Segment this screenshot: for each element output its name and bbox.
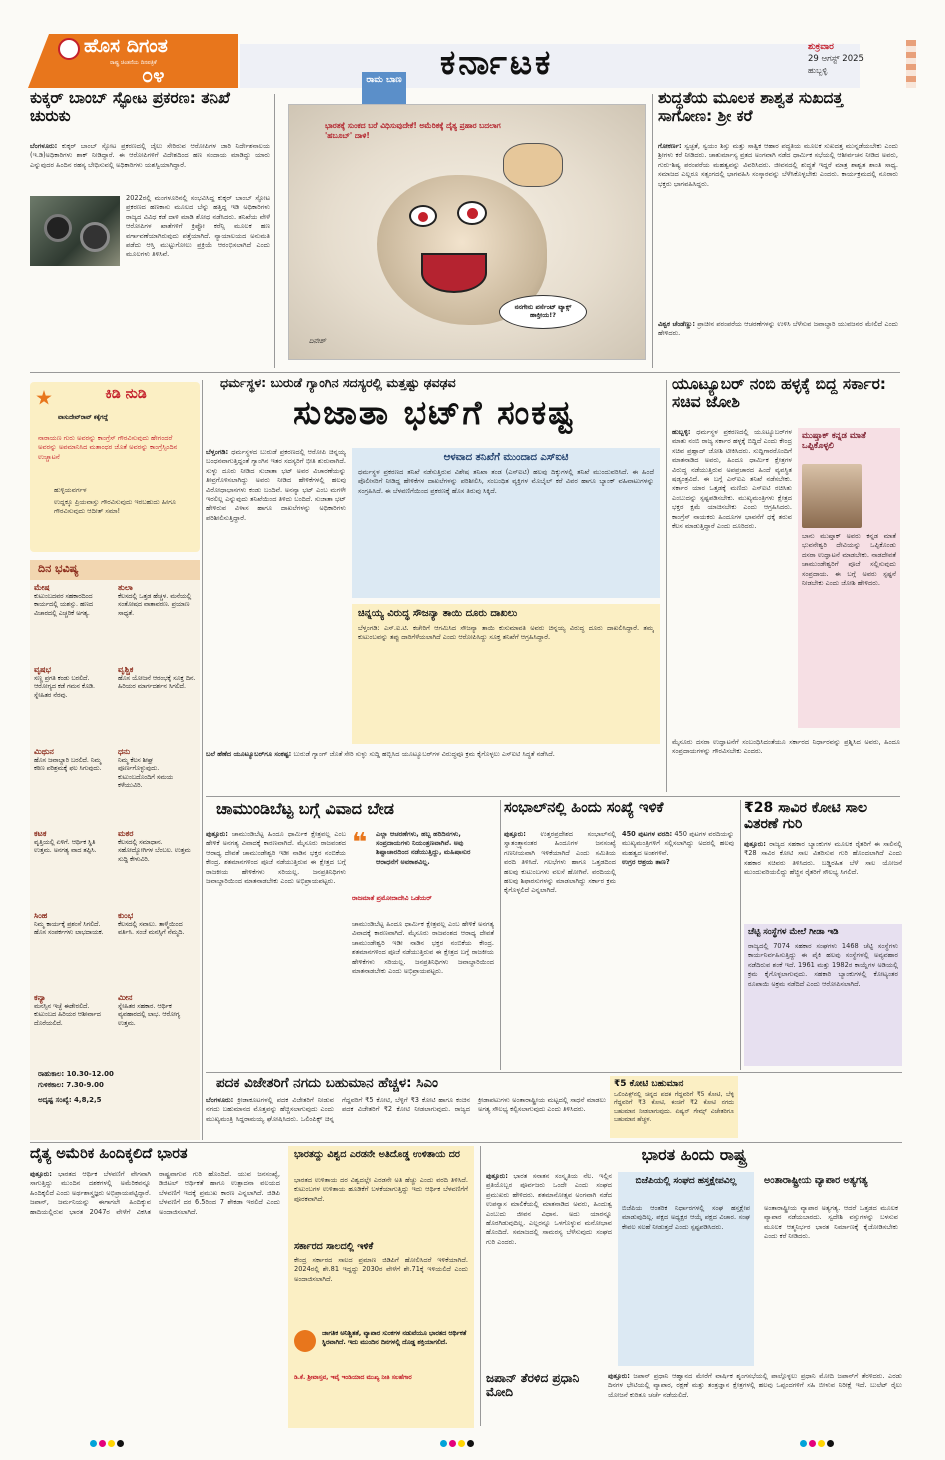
headline: ಜಪಾನ್ ತೆರಳಿದ ಪ್ರಧಾನಿ ಮೋದಿ [486,1372,580,1399]
box-bjp-title: ಬಿಜೆಪಿಯಲ್ಲಿ ಸಂಘದ ಹಸ್ತಕ್ಷೇಪವಿಲ್ಲ [635,1176,737,1186]
box-mushtaq-title: ಮುಷ್ತಾಕ್ ಕನ್ನಡ ಮಾತೆ ಒಪ್ಪಿಕೊಳ್ಳಲಿ [802,431,866,451]
horoscope-sign-name: ಸಿಂಹ [34,912,48,920]
story-shuddhate [658,90,898,370]
body2: 2022ರಲ್ಲಿ ಮಂಗಳೂರಿನಲ್ಲಿ ಸಂಭವಿಸಿದ್ದ ಕುಕ್ಕರ್ ಬಾಂಬ್ ಸ್ಫೋಟ ಪ್ರಕರಣದ ಹಣಕಾಸು ಮೂಲದ ಬೆನ್ನು ಹತ್ತಿದ್ದ ಇಡಿ ಅಧಿಕಾರಿಗಳು ರಾಜ್ಯದ ವಿವಿಧ ಕಡೆ ದಾಳಿ ಮಾಡಿ ಶೋಧ ನಡೆಸಿದರು. ತನಿಖೆಯ ವೇಳೆ ಆರೋಪಿಗಳ ಖಾತೆಗಳಿಗೆ ಕ್ರಿಪ್ಟೋ ಕರೆನ್ಸಿ ಮೂಲಕ ಹಣ ವರ್ಗಾವಣೆಯಾಗಿರುವುದು ಪತ್ತೆಯಾಗಿದೆ. ನ್ಯಾಯಾಲಯದ ಅನುಮತಿ ಪಡೆದು ಆಸ್ತಿ ಮುಟ್ಟುಗೋಲು ಪ್ರಕ್ರಿಯೆ ಆರಂಭಿಸಲಾಗಿದೆ ಎಂದು ಮೂಲಗಳು ತಿಳಿಸಿವೆ. [126,194,270,259]
box-5crore [610,1076,738,1138]
dateline: ಬೆಂಗಳೂರು: [206,1096,234,1104]
horoscope-grid [30,580,200,1070]
horoscope-sign-text: ಸ್ನೇಹಿತರ ಸಹಕಾರ. ಆರ್ಥಿಕ ವ್ಯವಹಾರದಲ್ಲಿ ಲಾಭ. ಆರೋಗ್ಯ ಉತ್ತಮ. [118,1002,181,1027]
horoscope-sign-name: ತುಲಾ [118,584,133,592]
kidi-nudi-bullet-2: ಉದ್ದಕ್ಕೂ ಪ್ರಿಯವಾಸ್ತು ಗೌರವಿಸುವುದು ಇರಬಹುದು ಹೀಗೂ ಗೌರವಿಸುವುದು ಆದೀತ್ ಸಮಾ! [54,498,177,516]
horoscope-sign-text: ಸಣ್ಣ ಪ್ರಗತಿ ಕಂಡು ಬರಲಿದೆ. ಆರೋಗ್ಯದ ಕಡೆ ಗಮನ ಕೊಡಿ. ಸ್ನೇಹಿತರ ನೆರವು. [34,674,95,699]
story-cooker [30,90,270,370]
box-chetty-body: ರಾಜ್ಯದಲ್ಲಿ 7074 ಸಹಕಾರ ಸಂಘಗಳು 1468 ಚೆಟ್ಟಿ ಸಂಸ್ಥೆಗಳು ಕಾರ್ಯನಿರ್ವಹಿಸುತ್ತಿದ್ದು ಈ ಪೈಕಿ ಹಲವು ಸಂಸ್ಥೆಗಳಲ್ಲಿ ಅವ್ಯವಹಾರ ನಡೆದಿರುವ ಶಂಕೆ ಇದೆ. 1961 ಮತ್ತು 1982ರ ಕಾಯ್ದೆಗಳ ಅಡಿಯಲ್ಲಿ ಕ್ರಮ ಕೈಗೊಳ್ಳಲಾಗುವುದು. ಸಹಕಾರಿ ಬ್ಯಾಂಕುಗಳಲ್ಲಿ ಕೋಟ್ಯಂತರ ರೂಪಾಯಿ ಅಕ್ರಮ ನಡೆದಿದೆ ಎಂದು ಆರೋಪಿಸಲಾಗಿದೆ. [748,942,898,988]
logo-text: ಹೊಸ ದಿಗಂತ [84,36,168,57]
kidi-nudi-author: ವಾಸುದೇವ್‌ರಾವ್ ಕಕ್ಕೆಗದ್ದೆ [58,414,108,421]
horoscope-sign [118,830,196,910]
box-chinnayya-title: ಚಿನ್ನಯ್ಯ ವಿರುದ್ಧ ಸೌಜನ್ಯಾ ತಾಯಿ ದೂರು ದಾಖಲು [358,608,518,619]
story-chamundi [206,800,496,1070]
headline: ಸಂಭಾಲ್‌ನಲ್ಲಿ ಹಿಂದು ಸಂಖ್ಯೆ ಇಳಿಕೆ [504,800,664,816]
cooker-photo [30,196,120,266]
horoscope-sign-text: ಹೊಸ ಜವಾಬ್ದಾರಿ ಬರಲಿದೆ. ನಿಮ್ಮ ಕಠಿಣ ಪರಿಶ್ರಮಕ್ಕೆ ಫಲ ಸಿಗುವುದು. [34,756,102,773]
lucky-number: ಅದೃಷ್ಟ ಸಂಖ್ಯೆ: 4,8,2,5 [38,1096,102,1104]
horoscope-sign-text: ಕೆಲಸದಲ್ಲಿ ಸವಾಲು. ತಾಳ್ಮೆಯಿಂದ ವರ್ತಿಸಿ. ಸಂಜೆ ಮನಸ್ಸಿಗೆ ನೆಮ್ಮದಿ. [118,920,185,937]
dateline: ಪುತ್ತೂರು: [206,830,228,838]
cartoon-caption: ಭಾರತಕ್ಕೆ ಸುಂಕದ ಬರೆ ವಿಧಿಸುವುದೇಕೆ! ಅಮೆರಿಕಕ್ಕೆ ದೈತ್ಯ ಪ್ರಹಾರ ಬದಲಾಗ 'ಹಬೂಬ್' ದಾಳಿ! [325,121,501,140]
section-title: ಕರ್ನಾಟಕ [440,44,554,83]
side-stripe [906,40,916,88]
horoscope-title: ದಿನ ಭವಿಷ್ಯ [30,560,200,580]
body: ಚಾಮುಂಡಿಬೆಟ್ಟ ಹಿಂದೂ ಧಾರ್ಮಿಕ ಕ್ಷೇತ್ರವಲ್ಲ ಎಂಬ ಹೇಳಿಕೆ ಅನಗತ್ಯ ವಿವಾದಕ್ಕೆ ಕಾರಣವಾಗಿದೆ. ಮೈಸೂರು ರಾಜವಂಶದ ಆರಾಧ್ಯ ದೇವತೆ ಚಾಮುಂಡೇಶ್ವರಿ ಇಡೀ ನಾಡಿನ ಭಕ್ತರ ನಂಬಿಕೆಯ ಕೇಂದ್ರ. ಶತಮಾನಗಳಿಂದ ಪೂಜೆ ನಡೆಯುತ್ತಿರುವ ಈ ಕ್ಷೇತ್ರದ ಬಗ್ಗೆ ರಾಜಕೀಯ ಹೇಳಿಕೆಗಳು ಸರಿಯಲ್ಲ. ಜನಪ್ರತಿನಿಧಿಗಳು ಜವಾಬ್ದಾರಿಯಿಂದ ಮಾತನಾಡಬೇಕು ಎಂದು ಅಭಿಪ್ರಾಯಪಟ್ಟರು. [206,830,346,886]
body2: ಬುರುಡೆ ಗ್ಯಾಂಗ್ ಜೊತೆ ಸೇರಿ ಸುಳ್ಳು ಸುದ್ದಿ ಹಬ್ಬಿಸಿದ ಯೂಟ್ಯೂಬರ್‌ಗಳ ವಿರುದ್ಧವೂ ಕ್ರಮ ಕೈಗೊಳ್ಳಲು ಎಸ್ಐಟಿ ಸಿದ್ಧತೆ ನಡೆಸಿದೆ. [293,750,555,758]
editorial-cartoon [288,104,646,360]
horoscope-sign-text: ಕುಟುಂಬದವರ ಸಹಕಾರದಿಂದ ಕಾರ್ಯದಲ್ಲಿ ಯಶಸ್ಸು. ಹಣದ ವಿಚಾರದಲ್ಲಿ ಎಚ್ಚರಿಕೆ ಅಗತ್ಯ. [34,592,93,617]
box-mushtaq [798,428,900,728]
subhead: 450 ಪುಟಗಳ ವರದಿ: [622,830,673,838]
quote-text: ಎಲ್ಲಾ ಆಚರಣೆಗಳು, ಹಬ್ಬ ಹರಿದಿನಗಳು, ಸಂಪ್ರದಾಯಗಳು ನಿಯಂತ್ರಣವಾಗಿವೆ. ಅವು ಶಿಷ್ಟಾಚಾರದಿಂದ ನಡೆಯುತ್ತಿದ್ದು, ಮಹಿಷಾಸುರ ಆರಾಧನೆಗೆ ಅವಕಾಶವಿಲ್ಲ. [376,830,471,866]
horoscope-sign-name: ಮಿಥುನ [34,748,54,756]
headline: ಸುಜಾತಾ ಭಟ್‌ಗೆ ಸಂಕಷ್ಟ [293,393,575,432]
story-youtuber [672,376,902,794]
story-sambhal [504,800,736,1070]
box-growth-body: ಭಾರತದ ಉಳಿತಾಯ ದರ ವಿಶ್ವದಲ್ಲೇ ಎರಡನೇ ಅತಿ ಹೆಚ್ಚು ಎಂದು ವರದಿ ತಿಳಿಸಿದೆ. ಕುಟುಂಬಗಳ ಉಳಿತಾಯ ಹೂಡಿಕೆಗೆ ಬಳಕೆಯಾಗುತ್ತಿದ್ದು ಇದು ಆರ್ಥಿಕ ಬೆಳವಣಿಗೆಗೆ ಪೂರಕವಾಗಿದೆ. [294,1176,468,1203]
dateline: ಬೆಳ್ತಂಗಡಿ: [206,448,229,456]
quote-by: ರಾಜಮಾತೆ ಪ್ರಮೋದಾದೇವಿ ಒಡೆಯರ್ [352,894,432,902]
box-bjp-body: ಬಿಜೆಪಿಯ ಆಂತರಿಕ ನಿರ್ಧಾರಗಳಲ್ಲಿ ಸಂಘ ಹಸ್ತಕ್ಷೇಪ ಮಾಡುವುದಿಲ್ಲ. ಪಕ್ಷದ ಅಧ್ಯಕ್ಷರ ಆಯ್ಕೆ ಪಕ್ಷದ ವಿಚಾರ. ಸಂಘ ಕೇವಲ ಸಲಹೆ ನೀಡುತ್ತದೆ ಎಂದು ಸ್ಪಷ್ಟಪಡಿಸಿದರು. [622,1204,750,1231]
horoscope-sign-name: ವೃಶ್ಚಿಕ [118,666,134,674]
dateline: ಪುತ್ತೂರು: [486,1172,508,1180]
body: ಉತ್ತರಪ್ರದೇಶದ ಸಂಭಾಲ್‌ನಲ್ಲಿ ಸ್ವಾತಂತ್ರ್ಯಾನಂತರ ಹಿಂದೂಗಳ ಜನಸಂಖ್ಯೆ ಗಣನೀಯವಾಗಿ ಇಳಿಕೆಯಾಗಿದೆ ಎಂದು ಸಮಿತಿಯ ವರದಿ ತಿಳಿಸಿದೆ. ಗಲಭೆಗಳು ಹಾಗೂ ಒತ್ತಡದಿಂದ ಹಲವು ಕುಟುಂಬಗಳು ವಲಸೆ ಹೋಗಿವೆ. ವರದಿಯಲ್ಲಿ ಹಲವು ಶಿಫಾರಸುಗಳನ್ನು ಮಾಡಲಾಗಿದ್ದು ಸರ್ಕಾರ ಕ್ರಮ ಕೈಗೊಳ್ಳಲಿದೆ ಎನ್ನಲಾಗಿದೆ. [504,830,616,895]
horoscope-sign [118,584,196,664]
box-growth-title: ಭಾರತದ್ದು ವಿಶ್ವದ ಎರಡನೇ ಅತಿದೊಡ್ಡ ಉಳಿತಾಯ ದರ [294,1149,460,1160]
horoscope-sign [34,912,112,992]
horoscope-sign-name: ಕುಂಭ [118,912,134,920]
horoscope-sign-name: ಕಟಕ [34,830,47,838]
page-number: ೦೪ [142,64,165,87]
box-trade [760,1172,902,1366]
horoscope-sign-text: ಕೆಲಸದಲ್ಲಿ ಸಮಾಧಾನ. ಸಹೋದ್ಯೋಗಿಗಳ ಬೆಂಬಲ. ಉತ್ತಮ ಸುದ್ದಿ ಕೇಳುವಿರಿ. [118,838,191,863]
box-chinnayya [352,604,660,744]
story-dharmasthala [206,376,662,794]
dateline: ಪುತ್ತೂರು: [744,840,766,848]
horoscope-sign-name: ಮಕರ [118,830,134,838]
box-sit [352,448,660,598]
dateline: ಹುಬ್ಬಳ್ಳಿ: [672,428,691,436]
body: ಭಾರತದ ಆರ್ಥಿಕ ಬೆಳವಣಿಗೆ ವೇಗವಾಗಿ ಸಾಗುತ್ತಿದ್ದು ಮುಂದಿನ ದಶಕಗಳಲ್ಲಿ ಅಮೆರಿಕವನ್ನೂ ಹಿಂದಿಕ್ಕಲಿದೆ ಎಂದು ಅರ್ಥಶಾಸ್ತ್ರಜ್ಞರು ಅಭಿಪ್ರಾಯಪಟ್ಟಿದ್ದಾರೆ. ಜಪಾನ್, ಜರ್ಮನಿಯನ್ನು ಈಗಾಗಲೇ ಹಿಂದಿಕ್ಕುವ ಹಾದಿಯಲ್ಲಿರುವ ಭಾರತ 2047ರ ವೇಳೆಗೆ ವಿಕಸಿತ ರಾಷ್ಟ್ರವಾಗುವ ಗುರಿ ಹೊಂದಿದೆ. ಯುವ ಜನಸಂಖ್ಯೆ, ಡಿಜಿಟಲ್ ಆರ್ಥಿಕತೆ ಹಾಗೂ ಉತ್ಪಾದನಾ ವಲಯದ ಬೆಳವಣಿಗೆ ಇದಕ್ಕೆ ಪ್ರಮುಖ ಕಾರಣ ಎನ್ನಲಾಗಿದೆ. ಜಿಡಿಪಿ ಬೆಳವಣಿಗೆ ದರ 6.5ರಿಂದ 7 ಶೇಕಡಾ ಇರಲಿದೆ ಎಂದು ಅಂದಾಜಿಸಲಾಗಿದೆ. [30,1170,280,1216]
horoscope-sign-text: ವೃತ್ತಿಯಲ್ಲಿ ಏಳಿಗೆ. ಆರ್ಥಿಕ ಸ್ಥಿತಿ ಉತ್ತಮ. ಅನಗತ್ಯ ವಾದ ತಪ್ಪಿಸಿ. [34,838,97,855]
story-hindurashtra [486,1146,902,1368]
box-trade-title: ಅಂತಾರಾಷ್ಟ್ರೀಯ ವ್ಯಾಪಾರ ಅತ್ಯಗತ್ಯ [764,1175,868,1186]
headline: ಚಾಮುಂಡಿಬೆಟ್ಟ ಬಗ್ಗೆ ವಿವಾದ ಬೇಡ [216,800,394,818]
horoscope-sign-name: ಮೀನ [118,994,133,1002]
box-growth [288,1146,474,1428]
horoscope-sign-text: ಹೊಸ ಯೋಜನೆ ಆರಂಭಕ್ಕೆ ಸೂಕ್ತ ದಿನ. ಹಿರಿಯರ ಮಾರ್ಗದರ್ಶನ ಸಿಗಲಿದೆ. [118,674,196,691]
horoscope-sign-name: ಧನು [118,748,131,756]
horoscope-sign [34,748,112,828]
speech-bubble: ನನಗೇನು ಪರ್ಸೆಂಟ್ ಟ್ಯಾಕ್ಸ್ ಹಾಕ್ತೀಯ!? [499,295,587,329]
headline: ಪದಕ ವಿಜೇತರಿಗೆ ನಗದು ಬಹುಮಾನ ಹೆಚ್ಚಳ: ಸಿಎಂ [216,1076,439,1091]
box-chetty [744,924,902,1066]
box-chinnayya-body: ಬೆಳ್ತಂಗಡಿ: ಎಸ್.ಐ.ಟಿ. ಕಚೇರಿಗೆ ಆಗಮಿಸಿದ ಸೌಜನ್ಯಾ ತಾಯಿ ಕುಸುಮಾವತಿ ಅವರು ಚಿನ್ನಯ್ಯ ವಿರುದ್ಧ ದೂರು ದಾಖಲಿಸಿದ್ದಾರೆ. ತಮ್ಮ ಕುಟುಂಬವನ್ನು ತಪ್ಪು ದಾರಿಗೆಳೆಯಲಾಗಿದೆ ಎಂದು ಆರೋಪಿಸಿದ್ದು ಸೂಕ್ತ ತನಿಖೆಗೆ ಆಗ್ರಹಿಸಿದ್ದಾರೆ. [358,624,654,642]
headline: ಭಾರತ ಹಿಂದು ರಾಷ್ಟ್ರ [641,1146,747,1164]
story-padaka [206,1076,606,1138]
headline: ಯೂಟ್ಯೂಬರ್ ನಂಬಿ ಹಳ್ಳಕ್ಕೆ ಬಿದ್ದ ಸರ್ಕಾರ: ಸಚಿವ ಜೋಶಿ [672,376,886,411]
figure-icon [503,143,563,187]
horoscope-sign [34,830,112,910]
quote-icon [294,1330,316,1352]
registration-marks-center [440,1440,500,1450]
box-trade-body: ಅಂತಾರಾಷ್ಟ್ರೀಯ ವ್ಯಾಪಾರ ಅತ್ಯಗತ್ಯ. ಆದರೆ ಒತ್ತಡದ ಮೂಲಕ ವ್ಯಾಪಾರ ನಡೆಯಬಾರದು. ಸ್ವದೇಶಿ ವಸ್ತುಗಳನ್ನು ಬಳಸುವ ಮೂಲಕ ಆತ್ಮನಿರ್ಭರ ಭಾರತ ನಿರ್ಮಾಣಕ್ಕೆ ಕೈಜೋಡಿಸಬೇಕು ಎಂದು ಕರೆ ನೀಡಿದರು. [764,1204,898,1241]
box-sit-title: ಆಳವಾದ ತನಿಖೆಗೆ ಮುಂದಾದ ಎಸ್ಐಟಿ [443,452,569,463]
headline: ₹28 ಸಾವಿರ ಕೋಟಿ ಸಾಲ ವಿತರಣೆ ಗುರಿ [744,800,868,833]
logo-tagline: ರಾಷ್ಟ್ರ ಚಿಂತನೆಯ ದಿನಪತ್ರಿಕೆ [110,60,157,66]
horoscope-sign [118,994,196,1070]
monster-mouth [421,253,487,293]
headline: ಶುದ್ಧತೆಯ ಮೂಲಕ ಶಾಶ್ವತ ಸುಖದತ್ತ ಸಾಗೋಣ: ಶ್ರೀ ಕರೆ [658,90,843,125]
body: ಜಪಾನ್ ಪ್ರಧಾನಿ ಆಹ್ವಾನದ ಮೇರೆಗೆ ವಾರ್ಷಿಕ ಶೃಂಗಸಭೆಯಲ್ಲಿ ಪಾಲ್ಗೊಳ್ಳಲು ಪ್ರಧಾನಿ ಮೋದಿ ಜಪಾನ್‌ಗೆ ತೆರಳಿದರು. ಎರಡು ದಿನಗಳ ಭೇಟಿಯಲ್ಲಿ ವ್ಯಾಪಾರ, ರಕ್ಷಣೆ ಮತ್ತು ತಂತ್ರಜ್ಞಾನ ಕ್ಷೇತ್ರಗಳಲ್ಲಿ ಹಲವು ಒಪ್ಪಂದಗಳಿಗೆ ಸಹಿ ಬೀಳುವ ನಿರೀಕ್ಷೆ ಇದೆ. ಬುಲೆಟ್ ರೈಲು ಯೋಜನೆ ಕುರಿತೂ ಚರ್ಚೆ ನಡೆಯಲಿದೆ. [608,1372,902,1399]
body: ಧರ್ಮಸ್ಥಳ ಪ್ರಕರಣದಲ್ಲಿ ಯೂಟ್ಯೂಬರ್‌ಗಳ ಮಾತು ನಂಬಿ ರಾಜ್ಯ ಸರ್ಕಾರ ಹಳ್ಳಕ್ಕೆ ಬಿದ್ದಿದೆ ಎಂದು ಕೇಂದ್ರ ಸಚಿವ ಪ್ರಹ್ಲಾದ್ ಜೋಶಿ ಟೀಕಿಸಿದರು. ಸುದ್ದಿಗಾರರೊಂದಿಗೆ ಮಾತನಾಡಿದ ಅವರು, ಹಿಂದೂ ಧಾರ್ಮಿಕ ಕ್ಷೇತ್ರಗಳ ವಿರುದ್ಧ ನಡೆಯುತ್ತಿರುವ ಅಪಪ್ರಚಾರದ ಹಿಂದೆ ವ್ಯವಸ್ಥಿತ ಷಡ್ಯಂತ್ರವಿದೆ. ಈ ಬಗ್ಗೆ ಎನ್ಐಎ ತನಿಖೆ ನಡೆಸಬೇಕು. ಸರ್ಕಾರ ಯಾರ ಒತ್ತಡಕ್ಕೆ ಮಣಿದು ಎಸ್ಐಟಿ ರಚಿಸಿತು ಎಂಬುದನ್ನು ಸ್ಪಷ್ಟಪಡಿಸಬೇಕು. ಮುಖ್ಯಮಂತ್ರಿಗಳು ಕ್ಷೇತ್ರದ ಭಕ್ತರ ಕ್ಷಮೆ ಯಾಚಿಸಬೇಕು ಎಂದು ಆಗ್ರಹಿಸಿದರು. ಕಾಂಗ್ರೆಸ್ ನಾಯಕರು ಹಿಂದೂಗಳ ಭಾವನೆಗೆ ಧಕ್ಕೆ ತರುವ ಕೆಲಸ ಮಾಡುತ್ತಿದ್ದಾರೆ ಎಂದು ದೂರಿದರು. [672,428,792,531]
issue-day: ಶುಕ್ರವಾರ [808,42,834,52]
subhead: ಬಲೆ ಹೆಣೆದ ಯೂಟ್ಯೂಬರ್‌ಗೂ ಸಂಕಷ್ಟ: [206,750,292,758]
box-mushtaq-body: ಬಾನು ಮುಷ್ತಾಕ್ ಅವರು ಕನ್ನಡ ಮಾತೆ ಭುವನೇಶ್ವರಿ ದೇವಿಯನ್ನು ಒಪ್ಪಿಕೊಂಡು ದಸರಾ ಉದ್ಘಾಟನೆ ಮಾಡಬೇಕು. ನಾಡದೇವತೆ ಚಾಮುಂಡೇಶ್ವರಿಗೆ ಪೂಜೆ ಸಲ್ಲಿಸುವುದು ಸಂಪ್ರದಾಯ. ಈ ಬಗ್ಗೆ ಅವರು ಸ್ಪಷ್ಟನೆ ನೀಡಬೇಕು ಎಂದು ಜೋಶಿ ಹೇಳಿದರು. [802,532,896,588]
box-5crore-body: ಒಲಿಂಪಿಕ್ಸ್‌ನಲ್ಲಿ ಚಿನ್ನದ ಪದಕ ಗೆದ್ದವರಿಗೆ ₹5 ಕೋಟಿ, ಬೆಳ್ಳಿ ಗೆದ್ದವರಿಗೆ ₹3 ಕೋಟಿ, ಕಂಚಿಗೆ ₹2 ಕೋಟಿ ನಗದು ಬಹುಮಾನ ನೀಡಲಾಗುವುದು. ಏಷ್ಯನ್ ಗೇಮ್ಸ್ ವಿಜೇತರಿಗೂ ಬಹುಮಾನ ಹೆಚ್ಚಳ. [614,1091,734,1124]
box-5crore-title: ₹5 ಕೋಟಿ ಬಹುಮಾನ [614,1079,684,1089]
horoscope-sign-name: ಕನ್ಯಾ [34,994,46,1002]
dateline: ಬೆಂಗಳೂರು: [30,142,58,150]
dateline: ಪುತ್ತೂರು: [30,1170,52,1178]
horoscope-sign [118,912,196,992]
box-sit-body: ಧರ್ಮಸ್ಥಳ ಪ್ರಕರಣದ ತನಿಖೆ ನಡೆಸುತ್ತಿರುವ ವಿಶೇಷ ತನಿಖಾ ತಂಡ (ಎಸ್ಐಟಿ) ಹಲವು ದಿಕ್ಕುಗಳಲ್ಲಿ ತನಿಖೆ ಮುಂದುವರಿಸಿದೆ. ಈ ಹಿಂದೆ ಪೊಲೀಸರಿಗೆ ನೀಡಿದ್ದ ಹೇಳಿಕೆಗಳ ದಾಖಲೆಗಳನ್ನು ಪರಿಶೀಲಿಸಿ, ಸಂಬಂಧಿತ ವ್ಯಕ್ತಿಗಳ ಮೊಬೈಲ್ ಕರೆ ವಿವರ ಹಾಗೂ ಬ್ಯಾಂಕ್ ವಹಿವಾಟುಗಳನ್ನು ಸಂಗ್ರಹಿಸಿದೆ. ಈ ಬೆಳವಣಿಗೆಯಿಂದ ಪ್ರಕರಣಕ್ಕೆ ಹೊಸ ತಿರುವು ಸಿಕ್ಕಿದೆ. [358,468,654,495]
horoscope-sign-text: ಮನಸ್ಸಿನ ಇಚ್ಛೆ ಈಡೇರಲಿದೆ. ಕುಟುಂಬದ ಹಿರಿಯರ ಆಶೀರ್ವಾದ ದೊರೆಯಲಿದೆ. [34,1002,101,1027]
dateline: ಪುತ್ತೂರು: [608,1372,630,1380]
quote-box [352,830,494,914]
horoscope-sign-text: ಕೆಲಸದಲ್ಲಿ ಒತ್ತಡ ಹೆಚ್ಚಳ. ಮನೆಯಲ್ಲಿ ಸಂತೋಷದ ವಾತಾವರಣ. ಪ್ರಯಾಣ ಸಾಧ್ಯತೆ. [118,592,192,617]
body2: 450 ಪುಟಗಳ ವರದಿಯನ್ನು ಮುಖ್ಯಮಂತ್ರಿಗಳಿಗೆ ಸಲ್ಲಿಸಲಾಗಿದ್ದು ಅದರಲ್ಲಿ ಹಲವು ಮಹತ್ವದ ಅಂಶಗಳಿವೆ. [622,830,734,857]
horoscope-sign-text: ನಿಮ್ಮ ಕೆಲಸ ಶೀಘ್ರ ಪೂರ್ಣಗೊಳ್ಳುವುದು. ಕುಟುಂಬದೊಂದಿಗೆ ಸಮಯ ಕಳೆಯುವಿರಿ. [118,756,173,790]
kidi-nudi-bullet-1: ಹುಳ್ಳಿಯವರ್ಗಳ [54,486,87,494]
body: ಧರ್ಮಸ್ಥಳದ ಬುರುಡೆ ಪ್ರಕರಣದಲ್ಲಿ ಆರೋಪಿ ಚಿನ್ನಯ್ಯ ಬಂಧನವಾಗುತ್ತಿದ್ದಂತೆ ಗ್ಯಾಂಗಿನ ಇತರ ಸದಸ್ಯರಿಗೆ ಭೀತಿ ಶುರುವಾಗಿದೆ. ಸುಳ್ಳು ದೂರು ನೀಡಿದ ಸುಜಾತಾ ಭಟ್ ಅವರ ವಿಚಾರಣೆಯನ್ನು ತೀವ್ರಗೊಳಿಸಲಾಗಿದ್ದು ಅವರು ನೀಡಿದ ಹೇಳಿಕೆಗಳಲ್ಲಿ ಹಲವು ವಿರೋಧಾಭಾಸಗಳು ಕಂಡು ಬಂದಿವೆ. ಅನನ್ಯಾ ಭಟ್ ಎಂಬ ಮಗಳೇ ಇರಲಿಲ್ಲ ಎನ್ನುವುದು ತನಿಖೆಯಿಂದ ತಿಳಿದು ಬಂದಿದೆ. ಸುಜಾತಾ ಭಟ್ ಹೇಳಿರುವ ವಿಳಾಸ ಹಾಗೂ ದಾಖಲೆಗಳನ್ನು ಅಧಿಕಾರಿಗಳು ಪರಿಶೀಲಿಸುತ್ತಿದ್ದಾರೆ. [206,448,346,522]
logo-icon [58,38,80,60]
kidi-nudi-title: ಕಿಡಿ ನುಡಿ [105,386,147,402]
body: ಸ್ವಚ್ಛತೆ, ಸ್ವಯಂ ಶಿಸ್ತು ಮತ್ತು ಸಾತ್ವಿಕ ಆಹಾರ ಪದ್ಧತಿಯ ಮೂಲಕ ಸುಖದತ್ತ ಮುನ್ನಡೆಯಬೇಕು ಎಂದು ಶ್ರೀಗಳು ಕರೆ ನೀಡಿದರು. ಚಾತುರ್ಮಾಸ್ಯ ವ್ರತದ ಅಂಗವಾಗಿ ನಡೆದ ಧಾರ್ಮಿಕ ಸಭೆಯಲ್ಲಿ ಆಶೀರ್ವಚನ ನೀಡಿದ ಅವರು, ಗುರು-ಶಿಷ್ಯ ಪರಂಪರೆಯ ಮಹತ್ವವನ್ನು ವಿವರಿಸಿದರು. ಜೀವನದಲ್ಲಿ ಶುದ್ಧತೆ ಇದ್ದರೆ ಮಾತ್ರ ಶಾಶ್ವತ ಶಾಂತಿ ಸಾಧ್ಯ. ಸಮಾಜದ ಎಲ್ಲರೂ ಸತ್ಸಂಗದಲ್ಲಿ ಭಾಗವಹಿಸಿ ಸಂಸ್ಕಾರವನ್ನು ಬೆಳೆಸಿಕೊಳ್ಳಬೇಕು ಎಂದರು. ಕಾರ್ಯಕ್ರಮದಲ್ಲಿ ನೂರಾರು ಭಕ್ತರು ಭಾಗವಹಿಸಿದ್ದರು. [658,142,898,188]
horoscope-sign [34,994,112,1070]
dateline: ಪುತ್ತೂರು: [504,830,526,838]
kidi-nudi [30,382,200,552]
quote-icon: ❝ [352,830,368,858]
body: ರಾಜ್ಯದ ಸಹಕಾರ ಬ್ಯಾಂಕುಗಳ ಮೂಲಕ ರೈತರಿಗೆ ಈ ಸಾಲಿನಲ್ಲಿ ₹28 ಸಾವಿರ ಕೋಟಿ ಸಾಲ ವಿತರಿಸುವ ಗುರಿ ಹೊಂದಲಾಗಿದೆ ಎಂದು ಸಹಕಾರ ಸಚಿವರು ತಿಳಿಸಿದರು. ಬಡ್ಡಿರಹಿತ ಬೆಳೆ ಸಾಲ ಯೋಜನೆ ಮುಂದುವರಿಯಲಿದ್ದು ಹೆಚ್ಚಿನ ರೈತರಿಗೆ ಸೌಲಭ್ಯ ಸಿಗಲಿದೆ. [744,840,902,877]
horoscope-sign [34,666,112,746]
registration-marks-left [90,1440,150,1450]
body: ಕ್ರೀಡಾಕೂಟಗಳಲ್ಲಿ ಪದಕ ವಿಜೇತರಿಗೆ ನೀಡುವ ನಗದು ಬಹುಮಾನದ ಮೊತ್ತವನ್ನು ಹೆಚ್ಚಿಸಲಾಗುವುದು ಎಂದು ಮುಖ್ಯಮಂತ್ರಿ ಸಿದ್ದರಾಮಯ್ಯ ಘೋಷಿಸಿದರು. ಒಲಿಂಪಿಕ್ಸ್ ಚಿನ್ನ ಗೆದ್ದವರಿಗೆ ₹5 ಕೋಟಿ, ಬೆಳ್ಳಿಗೆ ₹3 ಕೋಟಿ ಹಾಗೂ ಕಂಚಿನ ಪದಕ ವಿಜೇತರಿಗೆ ₹2 ಕೋಟಿ ನೀಡಲಾಗುವುದು. ರಾಜ್ಯದ ಕ್ರೀಡಾಪಟುಗಳು ಅಂತಾರಾಷ್ಟ್ರೀಯ ಮಟ್ಟದಲ್ಲಿ ಸಾಧನೆ ಮಾಡಲು ಅಗತ್ಯ ಸೌಲಭ್ಯ ಕಲ್ಪಿಸಲಾಗುವುದು ಎಂದು ತಿಳಿಸಿದರು. [206,1096,606,1123]
horoscope-sign [118,748,196,828]
kidi-nudi-text: ನಾರಾಯಣ ಗುರು ಅವರನ್ನು ಕಾಂಗ್ರೆಸ್ ಗೌರವಿಸುವುದು ಹೇಗಂದರೆ ಅವರನ್ನು ಅವಮಾನಿಸಿದ ಮತಾಂಧರ ಜೊತೆ ಅವರನ್ನು ಕಾಂಗ್ರೆಸ್ಸಿಂದಿನ ಉಚ್ಚಾಟನೆ [38,434,178,461]
kicker: ಧರ್ಮಸ್ಥಳ: ಬುರುಡೆ ಗ್ಯಾಂಗಿನ ಸದಸ್ಯರಲ್ಲಿ ಮತ್ತಷ್ಟು ಢವಢವ [220,376,456,390]
masthead [0,0,945,88]
issue-city: ಹುಬ್ಬಳ್ಳಿ [808,66,828,75]
body2: ಪ್ರಾಚೀನ ಪರಂಪರೆಯ ಆಚರಣೆಗಳನ್ನು ಉಳಿಸಿ ಬೆಳೆಸುವ ಜವಾಬ್ದಾರಿ ಯುವಜನರ ಮೇಲಿದೆ ಎಂದು ಹೇಳಿದರು. [658,320,898,338]
horoscope-sign-text: ನಿಮ್ಮ ಕಾರ್ಯಕ್ಕೆ ಪ್ರಶಂಸೆ ಸಿಗಲಿದೆ. ಹೊಸ ಸಂಪರ್ಕಗಳು ಲಾಭದಾಯಕ. [34,920,104,937]
growth-quote-by: ಡಿ.ಕೆ. ಶ್ರೀವಾಸ್ತವ, ಇವೈ ಇಂಡಿಯಾದ ಮುಖ್ಯ ನೀತಿ ಸಲಹೆಗಾರ [294,1374,412,1381]
gulika: ಗುಳಿಕಕಾಲ: 7.30-9.00 [38,1081,104,1089]
growth-quote: ಜಾಗತಿಕ ಅನಿಶ್ಚಿತತೆ, ವ್ಯಾಪಾರ ಸುಂಕಗಳ ನಡುವೆಯೂ ಭಾರತದ ಆರ್ಥಿಕತೆ ಸ್ಥಿರವಾಗಿದೆ. ಇದು ಮುಂದಿನ ದಿನಗಳಲ್ಲಿ ದೊಡ್ಡ ಶಕ್ತಿಯಾಗಲಿದೆ. [322,1330,467,1346]
cartoonist-sign: ದಿನೇಶ್ [309,337,326,345]
headline: ದೈತ್ಯ ಅಮೆರಿಕ ಹಿಂದಿಕ್ಕಲಿದೆ ಭಾರತ [30,1146,188,1162]
monster-eye-right [457,201,487,225]
body: ಕುಕ್ಕರ್ ಬಾಂಬ್ ಸ್ಫೋಟ ಪ್ರಕರಣದಲ್ಲಿ ಜೈಲು ಸೇರಿರುವ ಆರೋಪಿಗಳ ಜಾರಿ ನಿರ್ದೇಶನಾಲಯ (ಇ.ಡಿ)ಅಧಿಕಾರಿಗಳು ಶಾಕ್ ನೀಡಿದ್ದಾರೆ. ಈ ಆರೋಪಿಗಳಿಗೆ ವಿದೇಶದಿಂದ ಹಣ ಸಂದಾಯ ಮಾಡಿದ್ದು ಯಾರು ಎನ್ನುವುದರ ಹಿಂದಿನ ರಹಸ್ಯ ಬೇಧಿಸುವಲ್ಲಿ ಅಧಿಕಾರಿಗಳು ಯಶಸ್ವಿಯಾಗಿದ್ದಾರೆ. [30,142,270,169]
body2: ಮೈಸೂರು ದಸರಾ ಉದ್ಘಾಟನೆಗೆ ಸಂಬಂಧಿಸಿದಂತೆಯೂ ಸರ್ಕಾರದ ನಿರ್ಧಾರವನ್ನು ಪ್ರಶ್ನಿಸಿದ ಅವರು, ಹಿಂದೂ ಸಂಪ್ರದಾಯಗಳನ್ನು ಗೌರವಿಸಬೇಕು ಎಂದರು. [672,738,900,756]
dateline: ಗೋಕರ್ಣ: [658,142,682,150]
horoscope-sign-name: ಮೇಷ [34,584,50,592]
issue-date: 29 ಆಗಸ್ಟ್ 2025 [808,54,864,64]
ramabana-tag: ರಾಮ ಬಾಣ [362,72,406,104]
registration-marks-right [800,1440,860,1450]
subhead: ವಿಶ್ವಕ ಚೆಂಡೆಣ್ಣು: [658,320,695,328]
kidi-nudi-icon [36,390,52,406]
horoscope-sign-name: ವೃಷಭ [34,666,51,674]
rahukala: ರಾಹುಕಾಲ: 10.30-12.00 [38,1070,114,1078]
box-chetty-title: ಚೆಟ್ಟಿ ಸಂಸ್ಥೆಗಳ ಮೇಲೆ ಗೀಡಾ ಇಡಿ [748,927,839,937]
monster-eye-left [409,205,437,227]
box-bjp [618,1172,754,1366]
box-growth-body-2: ಕೇಂದ್ರ ಸರ್ಕಾರದ ಸಾಲದ ಪ್ರಮಾಣ ಜಿಡಿಪಿಗೆ ಹೋಲಿಸಿದರೆ ಇಳಿಕೆಯಾಗಿದೆ. 2024ರಲ್ಲಿ ಶೇ.81 ಇದ್ದದ್ದು 2030ರ ವೇಳೆಗೆ ಶೇ.71ಕ್ಕೆ ಇಳಿಯಲಿದೆ ಎಂದು ಅಂದಾಜಿಸಲಾಗಿದೆ. [294,1256,468,1283]
body: ಭಾರತ ಸನಾತನ ಸಂಸ್ಕೃತಿಯ ನೆಲ. ಇಲ್ಲಿನ ಪ್ರತಿಯೊಬ್ಬರ ಪೂರ್ವಜರು ಒಂದೇ ಎಂದು ಸಂಘದ ಪ್ರಮುಖರು ಹೇಳಿದರು. ಶತಮಾನೋತ್ಸವ ಅಂಗವಾಗಿ ನಡೆದ ಉಪನ್ಯಾಸ ಮಾಲಿಕೆಯಲ್ಲಿ ಮಾತನಾಡಿದ ಅವರು, ಹಿಂದುತ್ವ ಎಂಬುದು ಜೀವನ ವಿಧಾನ. ಅದು ಯಾರನ್ನೂ ಹೊರಗಿಡುವುದಿಲ್ಲ. ಎಲ್ಲರನ್ನೂ ಒಳಗೊಳ್ಳುವ ಮನೋಭಾವ ಹೊಂದಿದೆ. ಸಮಾಜದಲ್ಲಿ ಸಾಮರಸ್ಯ ಬೆಳೆಸುವುದು ಸಂಘದ ಗುರಿ ಎಂದರು. [486,1172,612,1246]
headline: ಕುಕ್ಕರ್ ಬಾಂಬ್ ಸ್ಫೋಟ ಪ್ರಕರಣ: ತನಿಖೆ ಚುರುಕು [30,90,230,125]
story-loan [744,800,902,1070]
story-japan [486,1372,902,1428]
joshi-photo [802,464,862,528]
subhead2: ಉಗ್ರರ ಆಶ್ರಯ ತಾಣ? [622,858,670,867]
horoscope-sign [118,666,196,746]
horoscope-sign [34,584,112,664]
horoscope [30,560,200,1140]
story-america [30,1146,280,1428]
body-extra: ಚಾಮುಂಡಿಬೆಟ್ಟ ಹಿಂದೂ ಧಾರ್ಮಿಕ ಕ್ಷೇತ್ರವಲ್ಲ ಎಂಬ ಹೇಳಿಕೆ ಅನಗತ್ಯ ವಿವಾದಕ್ಕೆ ಕಾರಣವಾಗಿದೆ. ಮೈಸೂರು ರಾಜವಂಶದ ಆರಾಧ್ಯ ದೇವತೆ ಚಾಮುಂಡೇಶ್ವರಿ ಇಡೀ ನಾಡಿನ ಭಕ್ತರ ನಂಬಿಕೆಯ ಕೇಂದ್ರ. ಶತಮಾನಗಳಿಂದ ಪೂಜೆ ನಡೆಯುತ್ತಿರುವ ಈ ಕ್ಷೇತ್ರದ ಬಗ್ಗೆ ರಾಜಕೀಯ ಹೇಳಿಕೆಗಳು ಸರಿಯಲ್ಲ. ಜನಪ್ರತಿನಿಧಿಗಳು ಜವಾಬ್ದಾರಿಯಿಂದ ಮಾತನಾಡಬೇಕು ಎಂದು ಅಭಿಪ್ರಾಯಪಟ್ಟರು. [352,920,494,976]
box-growth-title-2: ಸರ್ಕಾರದ ಸಾಲದಲ್ಲಿ ಇಳಿಕೆ [294,1241,374,1252]
